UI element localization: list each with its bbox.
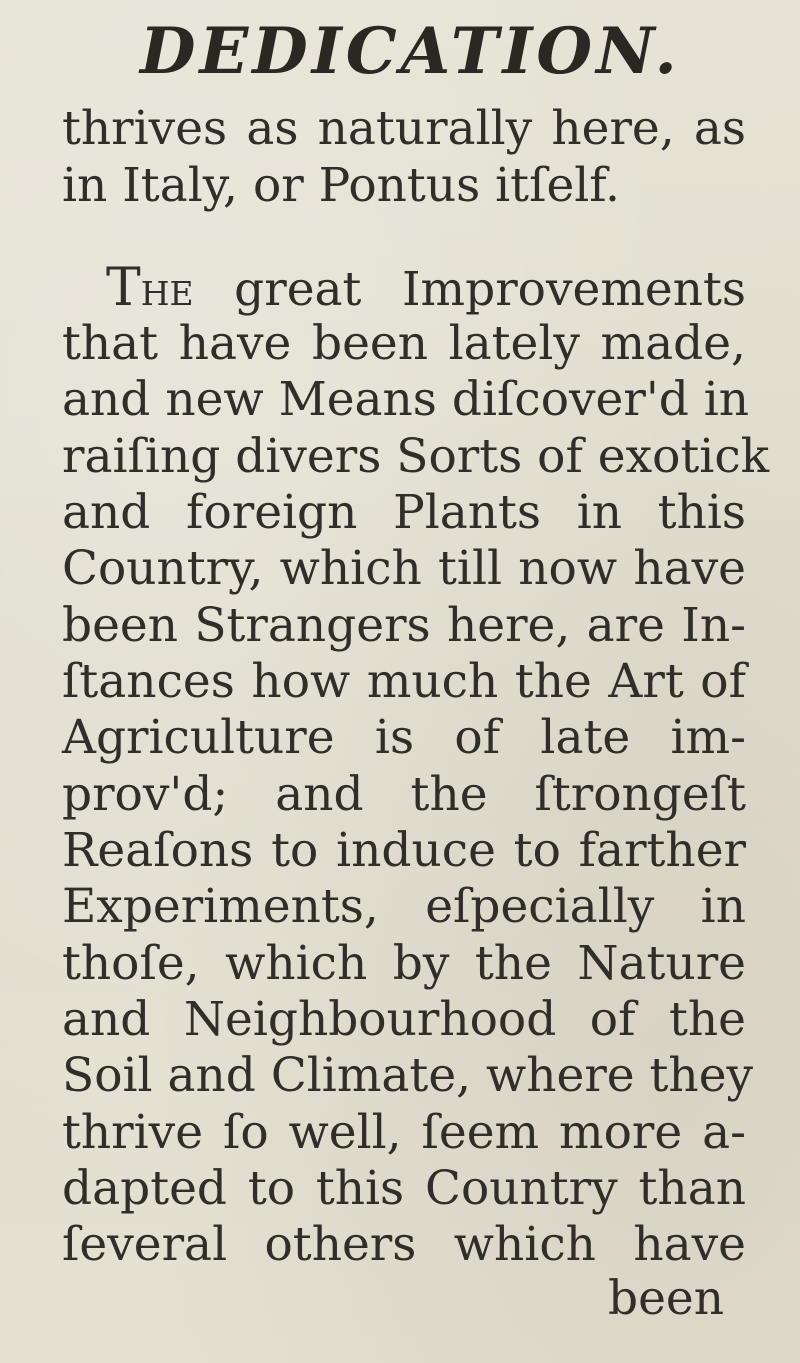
text-line: Agriculture is of late im- bbox=[62, 710, 746, 765]
text-line: thrive ſo well, ſeem more a- bbox=[62, 1105, 746, 1160]
text-line: and foreign Plants in this bbox=[62, 485, 746, 540]
text-line: dapted to this Country than bbox=[62, 1161, 746, 1216]
text-line: Experiments, eſpecially in bbox=[62, 879, 746, 934]
text-line: Soil and Climate, where they bbox=[62, 1048, 754, 1103]
text-line: that have been lately made, bbox=[62, 316, 746, 371]
text-line: thrives as naturally here, as bbox=[62, 101, 746, 156]
text-fragment: great Improvements bbox=[234, 262, 746, 317]
small-caps-word: he bbox=[140, 262, 194, 317]
text-line: Country, which till now have bbox=[62, 541, 746, 596]
text-line: and new Means diſcover'd in bbox=[62, 372, 750, 427]
running-header: DEDICATION. bbox=[140, 14, 681, 89]
text-line: raiſing divers Sorts of exotick bbox=[62, 429, 770, 484]
text-line: thoſe, which by the Nature bbox=[62, 936, 746, 991]
paragraph-opening-line bbox=[106, 258, 746, 318]
text-line: Reaſons to induce to farther bbox=[62, 823, 746, 878]
text-line: been Strangers here, are In- bbox=[62, 598, 746, 653]
text-line: and Neighbourhood of the bbox=[62, 992, 746, 1047]
text-line: prov'd; and the ſtrongeſt bbox=[62, 767, 746, 822]
text-line: ſeveral others which have bbox=[62, 1217, 746, 1272]
initial-letter: T bbox=[106, 258, 141, 318]
catchword: been bbox=[608, 1271, 724, 1326]
text-line: in Italy, or Pontus itſelf. bbox=[62, 158, 620, 213]
text-line: ſtances how much the Art of bbox=[62, 654, 746, 709]
